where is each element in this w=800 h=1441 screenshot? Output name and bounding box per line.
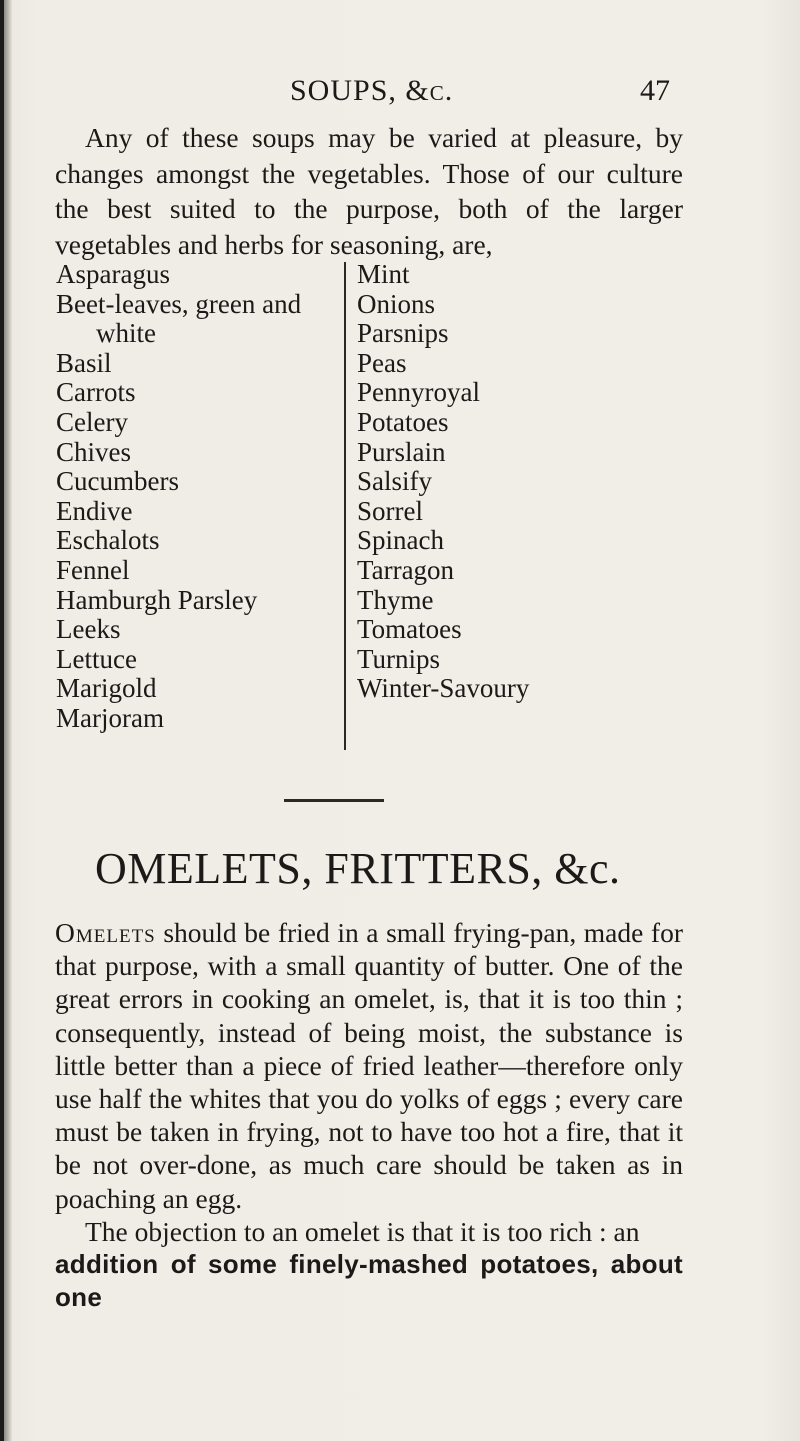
list-item: Pennyroyal: [357, 377, 480, 408]
list-item: Mint: [357, 259, 410, 289]
list-item: Chives: [56, 436, 132, 467]
vegetable-list-right: [357, 260, 677, 704]
list-item: Basil: [56, 347, 112, 378]
intro-paragraph: Any of these soups may be varied at pleasure, by changes amongst the vegetables. Those of our culture the best suited to the purpose, both of the larger vegetables and herbs for seasoning, are,: [55, 122, 683, 260]
list-item: Carrots: [56, 377, 136, 408]
list-item: Salsify: [357, 466, 433, 497]
list-item: Purslain: [357, 436, 446, 467]
vegetable-list-left: [56, 260, 346, 734]
page-number: 47: [640, 74, 670, 107]
omelets-paragraph-1: [55, 916, 683, 1215]
list-item-continuation: white: [96, 318, 156, 349]
list-item: Onions: [357, 288, 436, 319]
paragraph-text: should be fried in a small frying-pan, made for that purpose, with a small quantity of butter. One of the great errors in cooking an omelet, is, that it is too thin ; consequently, instead of being moist, the substance is little better than a piece of fried leather—therefore only use half the whites that you do yolks of eggs ; every care must be taken in frying, not to have too hot a fire, that it be not over-done, as much care should be taken as in poaching an egg.: [55, 917, 683, 1214]
list-item: Tomatoes: [357, 614, 462, 645]
list-item: Hamburgh Parsley: [56, 584, 258, 615]
list-item: Cucumbers: [56, 466, 179, 497]
list-item: Endive: [56, 495, 133, 526]
list-item: Turnips: [357, 643, 441, 674]
list-item: Lettuce: [56, 643, 137, 674]
list-item: Tarragon: [357, 554, 455, 585]
list-item: Celery: [56, 406, 128, 437]
list-item: Asparagus: [56, 259, 170, 289]
omelets-text: [55, 916, 683, 1314]
list-item: Marjoram: [56, 702, 164, 733]
list-item: Spinach: [357, 525, 444, 556]
list-item: Leeks: [56, 614, 121, 645]
page-binding-shadow: [4, 0, 12, 1441]
list-item: Peas: [357, 347, 407, 378]
list-item: Potatoes: [357, 406, 449, 437]
lead-word: Omelets: [55, 917, 156, 948]
list-item: Eschalots: [56, 525, 160, 556]
list-item: Marigold: [56, 673, 157, 704]
section-rule: [284, 799, 384, 802]
section-heading: OMELETS, FRITTERS, &c.: [95, 844, 621, 893]
list-item: Sorrel: [357, 495, 423, 526]
list-item: Parsnips: [357, 318, 449, 349]
column-divider: [344, 262, 346, 750]
omelets-paragraph-2-last-line: addition of some finely-mashed potatoes, about one: [55, 1249, 683, 1313]
omelets-paragraph-2: The objection to an omelet is that it is too rich : an: [85, 1215, 640, 1247]
running-head: [0, 74, 800, 114]
list-item: Winter-Savoury: [357, 673, 530, 704]
list-item: Thyme: [357, 584, 434, 615]
list-item: Fennel: [56, 554, 130, 585]
list-item: Beet-leaves, green and: [56, 288, 302, 319]
running-head-title: SOUPS, &c.: [290, 74, 454, 107]
